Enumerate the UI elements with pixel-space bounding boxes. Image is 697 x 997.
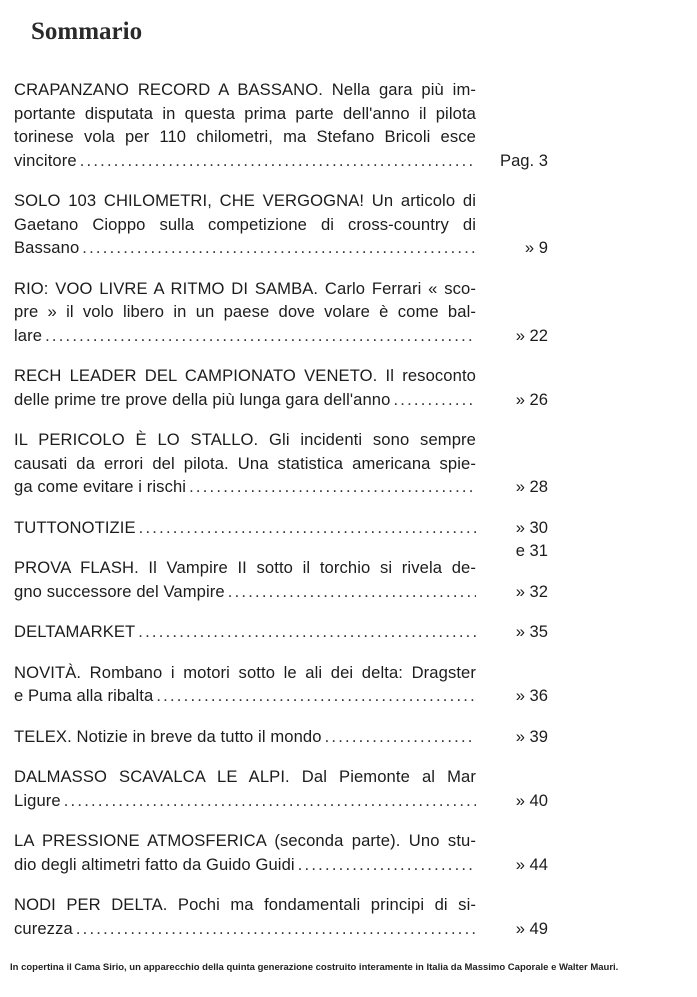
toc-entry-line: DELTAMARKET bbox=[14, 622, 136, 641]
page-number-value: » 49 bbox=[515, 918, 548, 938]
toc-entry-line: RIO: VOO LIVRE A RITMO DI SAMBA. Carlo Ferrari « sco- bbox=[14, 278, 476, 298]
page-number-value: » 44 bbox=[515, 854, 548, 874]
page-title: Sommario bbox=[31, 18, 143, 45]
page-number-value: » 30 bbox=[515, 517, 548, 537]
toc-entry-text bbox=[14, 556, 476, 603]
toc-entry-text bbox=[14, 516, 476, 540]
page-number bbox=[516, 388, 548, 412]
page-number-value: » 9 bbox=[524, 238, 548, 257]
page-number bbox=[516, 684, 548, 708]
page-number-value: » 32 bbox=[515, 581, 548, 601]
toc-entry[interactable] bbox=[14, 277, 548, 348]
dot-leader bbox=[393, 388, 476, 412]
toc-entry-text bbox=[14, 661, 476, 708]
page-number-value: » 35 bbox=[515, 622, 548, 641]
toc-entry-line: TELEX. Notizie in breve da tutto il mondo bbox=[14, 726, 322, 746]
toc-entry[interactable] bbox=[14, 893, 548, 940]
toc-entry-leader-line bbox=[14, 324, 476, 348]
toc-entry[interactable] bbox=[14, 661, 548, 708]
page-number bbox=[525, 236, 548, 260]
toc-entry-leader-line bbox=[14, 236, 476, 260]
page-number bbox=[500, 149, 548, 173]
toc-entry-line: ga come evitare i rischi bbox=[14, 477, 187, 496]
dot-leader bbox=[298, 853, 476, 877]
dot-leader bbox=[228, 580, 476, 604]
toc-entry-text bbox=[14, 364, 476, 411]
toc-entry-line: CRAPANZANO RECORD A BASSANO. Nella gara più im- bbox=[14, 80, 476, 99]
toc-entry[interactable] bbox=[14, 725, 548, 749]
toc-entry-leader-line bbox=[14, 917, 476, 941]
toc-entry-text bbox=[14, 620, 476, 644]
dot-leader bbox=[82, 236, 476, 260]
toc-entry-line: Bassano bbox=[14, 238, 80, 257]
toc-entry[interactable] bbox=[14, 516, 548, 560]
toc-entry-leader-line bbox=[14, 725, 476, 749]
cover-caption: In copertina il Cama Sirio, un apparecchio della quinta generazione costruito interamente in Italia da Massimo Caporale e Walter Mauri. bbox=[10, 962, 619, 973]
dot-leader bbox=[80, 149, 476, 173]
page-number bbox=[516, 725, 548, 749]
toc-entry-line: NODI PER DELTA. Pochi ma fondamentali principi di si- bbox=[14, 895, 476, 914]
toc-entry-line: IL PERICOLO È LO STALLO. Gli incidenti sono sempre bbox=[14, 430, 476, 449]
toc-entry-leader-line bbox=[14, 149, 476, 173]
toc-entry-leader-line bbox=[14, 853, 476, 877]
page-number-value: e 31 bbox=[515, 541, 548, 560]
toc-entry[interactable] bbox=[14, 829, 548, 876]
toc-entry-line: curezza bbox=[14, 918, 73, 938]
page-number bbox=[516, 475, 548, 499]
toc-entry-line: torinese vola per 110 chilometri, ma Stefano Bricoli esce bbox=[14, 127, 476, 146]
page-number-value: » 40 bbox=[515, 790, 548, 810]
toc-entry-text bbox=[14, 765, 476, 812]
toc-entry-line: PROVA FLASH. Il Vampire II sotto il torchio si rivela de- bbox=[14, 558, 476, 577]
toc-entry-line: dio degli altimetri fatto da Guido Guidi bbox=[14, 854, 295, 874]
toc-entry[interactable] bbox=[14, 78, 548, 172]
dot-leader bbox=[156, 684, 476, 708]
toc-entry-text bbox=[14, 893, 476, 940]
toc-entry[interactable] bbox=[14, 620, 548, 644]
toc-entry[interactable] bbox=[14, 765, 548, 812]
toc-entry-line: Gaetano Cioppo sulla competizione di cross-country di bbox=[14, 214, 476, 234]
page-number-value: » 26 bbox=[515, 389, 548, 409]
dot-leader bbox=[76, 917, 476, 941]
toc-entry-line: RECH LEADER DEL CAMPIONATO VENETO. Il resoconto bbox=[14, 366, 476, 385]
toc-entry-text bbox=[14, 829, 476, 876]
toc-entry-leader-line bbox=[14, 475, 476, 499]
toc-entry-line: gno successore del Vampire bbox=[14, 581, 225, 601]
toc-entry-leader-line bbox=[14, 516, 476, 540]
toc-entry-line: vincitore bbox=[14, 150, 77, 170]
toc-entry-line: delle prime tre prove della più lunga gara dell'anno bbox=[14, 389, 391, 409]
dot-leader bbox=[64, 789, 476, 813]
toc-entry-text bbox=[14, 725, 476, 749]
toc-entry-text bbox=[14, 428, 476, 499]
toc-entry-text bbox=[14, 277, 476, 348]
page-number bbox=[516, 620, 548, 644]
page-number bbox=[516, 853, 548, 877]
toc-entry-line: lare bbox=[14, 325, 43, 345]
page-number bbox=[516, 580, 548, 604]
toc-entry-leader-line bbox=[14, 388, 476, 412]
page-number bbox=[516, 324, 548, 348]
page-number-value: » 28 bbox=[515, 477, 548, 496]
toc-entry-line: LA PRESSIONE ATMOSFERICA (seconda parte). Uno stu- bbox=[14, 831, 476, 850]
toc-entry-line: portante disputata in questa prima parte dell'anno il pilota bbox=[14, 103, 476, 123]
toc-entry-line: TUTTONOTIZIE bbox=[14, 517, 136, 537]
toc-entry-line: pre » il volo libero in un paese dove volare è come bal- bbox=[14, 302, 476, 321]
toc-entry[interactable] bbox=[14, 428, 548, 499]
toc-entry-line: causati da errori del pilota. Una statistica americana spie- bbox=[14, 453, 476, 473]
page-number bbox=[516, 789, 548, 813]
toc-entry-line: Ligure bbox=[14, 790, 61, 810]
toc-entry-leader-line bbox=[14, 789, 476, 813]
table-of-contents bbox=[14, 78, 548, 957]
page-number-value: » 36 bbox=[515, 686, 548, 705]
dot-leader bbox=[139, 516, 476, 540]
toc-entry-line: DALMASSO SCAVALCA LE ALPI. Dal Piemonte al Mar bbox=[14, 767, 476, 786]
toc-entry[interactable] bbox=[14, 189, 548, 260]
page-number bbox=[516, 917, 548, 941]
toc-entry-leader-line bbox=[14, 684, 476, 708]
page-number-value: » 22 bbox=[515, 325, 548, 345]
toc-entry-line: NOVITÀ. Rombano i motori sotto le ali dei delta: Dragster bbox=[14, 662, 476, 682]
dot-leader bbox=[138, 620, 476, 644]
toc-entry-line: e Puma alla ribalta bbox=[14, 686, 154, 705]
toc-entry-text bbox=[14, 78, 476, 172]
page-number-value: Pag. 3 bbox=[500, 150, 548, 170]
toc-entry-line: SOLO 103 CHILOMETRI, CHE VERGOGNA! Un articolo di bbox=[14, 191, 476, 210]
dot-leader bbox=[325, 725, 476, 749]
dot-leader bbox=[45, 324, 476, 348]
toc-entry-text bbox=[14, 189, 476, 260]
toc-entry[interactable] bbox=[14, 556, 548, 603]
toc-entry-leader-line bbox=[14, 620, 476, 644]
dot-leader bbox=[189, 475, 476, 499]
toc-entry[interactable] bbox=[14, 364, 548, 411]
page-number-value: » 39 bbox=[515, 726, 548, 746]
toc-entry-leader-line bbox=[14, 580, 476, 604]
